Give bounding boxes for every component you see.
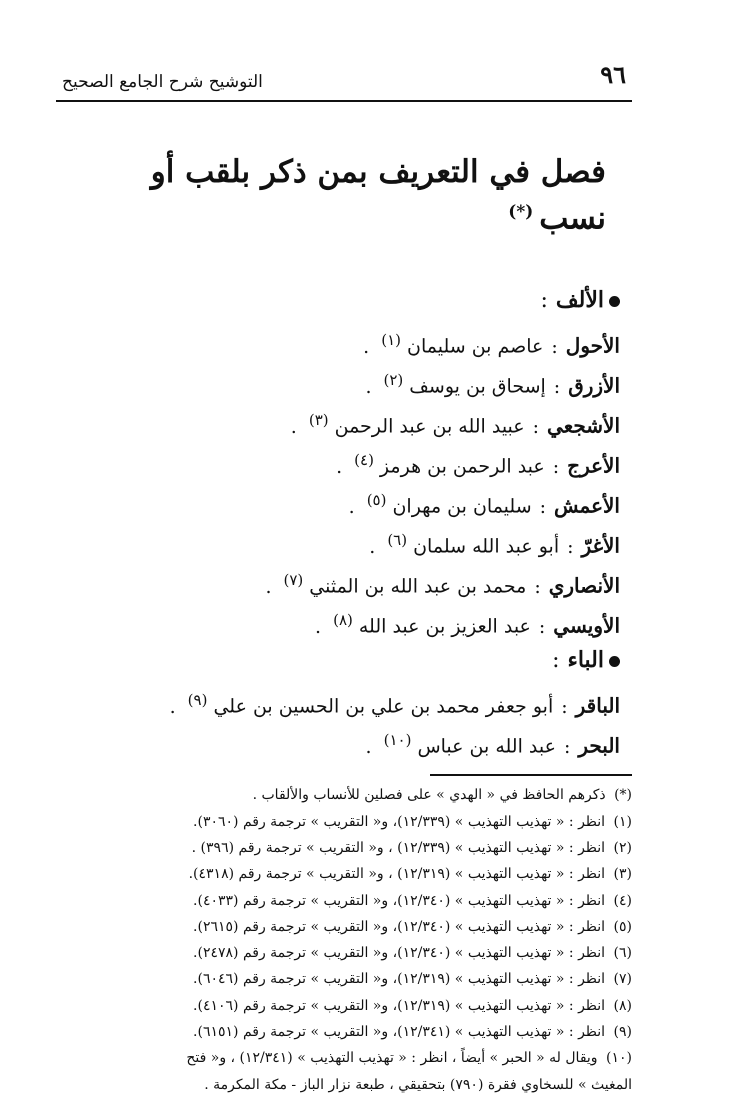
footnote-number: (٨) — [613, 997, 632, 1014]
book-title: التوشيح شرح الجامع الصحيح — [62, 72, 263, 92]
entry-footnote-ref: (٩) — [187, 691, 208, 710]
letter-heading-ba: الباء: — [56, 640, 620, 680]
footnote — [56, 993, 632, 1019]
footnote-number: (٣) — [613, 866, 632, 883]
entry: الأشجعي:عبيد الله بن عبد الرحمن$^{(٣)}$. — [290, 411, 620, 438]
footnote — [56, 1019, 632, 1045]
entry: الأزرق:إسحاق بن يوسف$^{(٢)}$. — [365, 371, 620, 398]
footnote-text: انظر : « تهذيب التهذيب » (١٢/٣١٩)، و« التقريب » ترجمة رقم (٦٠٤٦). — [193, 971, 606, 988]
entry-kunya: الأعرج — [567, 453, 620, 478]
letter-heading-label: الألف — [555, 287, 604, 314]
chapter-title-text: فصل في التعريف بمن ذكر بلقب أو نسب — [150, 154, 606, 237]
footnote-text: انظر : « تهذيب التهذيب » (١٢/٣٣٩) ، و« التقريب » ترجمة رقم (٣٩٦) . — [191, 839, 606, 856]
footnote-text: المغيث » للسخاوي فقرة (٧٩٠) بتحقيقي ، طبعة نزار الباز - مكة المكرمة . — [204, 1076, 632, 1093]
entry: الأحول:عاصم بن سليمان$^{(١)}$. — [363, 331, 620, 358]
entry-kunya: الأغرّ — [581, 533, 620, 558]
entry-name: أبو عبد الله سلمان — [413, 535, 560, 558]
entry-kunya: البحر — [578, 733, 620, 758]
entry-name: سليمان بن مهران — [392, 495, 532, 518]
chapter-footnote-marker: (*) — [508, 202, 534, 222]
entry-name: عبد العزيز بن عبد الله — [358, 615, 531, 638]
footnote-text: انظر : « تهذيب التهذيب » (١٢/٣١٩) ، و« التقريب » ترجمة رقم (٤٣١٨). — [188, 866, 606, 883]
entry: الباقر:أبو جعفر محمد بن علي بن الحسين بن علي$^{(٩)}$. — [169, 691, 620, 718]
entry-kunya: الأعمش — [554, 493, 620, 518]
entry: الأغرّ:أبو عبد الله سلمان$^{(٦)}$. — [369, 531, 620, 558]
footnote — [56, 888, 632, 914]
footnote-text: انظر : « تهذيب التهذيب » (١٢/٣٤١)، و« التقريب » ترجمة رقم (٦١٥١). — [193, 1024, 606, 1040]
footnotes — [56, 782, 632, 1098]
entry-name: عبد الله بن عباس — [417, 735, 556, 758]
chapter-title — [56, 152, 632, 238]
entry-name: إسحاق بن يوسف — [409, 375, 546, 398]
entry-kunya: الأويسي — [553, 613, 620, 638]
footnote — [56, 940, 632, 966]
footnote-number: (١) — [613, 813, 632, 830]
entry-footnote-ref: (٦) — [387, 531, 408, 550]
footnote — [56, 966, 632, 992]
entry-footnote-ref: (٥) — [366, 491, 387, 510]
entry: الأنصاري:محمد بن عبد الله بن المثني$^{(٧)}$. — [265, 571, 620, 598]
entry-name: عاصم بن سليمان — [406, 335, 544, 358]
entry-kunya: الأنصاري — [548, 573, 620, 598]
bullet-icon — [609, 656, 620, 667]
footnote — [56, 835, 632, 861]
footnote-text: ويقال له « الحبر » أيضاً ، انظر : « تهذيب التهذيب » (١٢/٣٤١) ، و« فتح — [186, 1050, 598, 1067]
footnote-number: (٤) — [613, 892, 632, 909]
entry-footnote-ref: (٨) — [333, 611, 353, 630]
entry-footnote-ref: (٢) — [383, 371, 404, 390]
book-page — [56, 54, 632, 1093]
footnote-text: انظر : « تهذيب التهذيب » (١٢/٣٤٠)، و« التقريب » ترجمة رقم (٤٠٣٣). — [193, 892, 606, 909]
footnote-number: (١٠) — [606, 1050, 632, 1067]
entry-name: عبد الرحمن بن هرمز — [379, 455, 545, 478]
footnote-number: (٧) — [613, 971, 632, 988]
entry-footnote-ref: (١٠) — [383, 731, 412, 750]
footnote-number: (٢) — [613, 839, 632, 856]
footnote-number: (*) — [614, 787, 632, 804]
entry-footnote-ref: (٤) — [354, 451, 374, 470]
footnote — [56, 1045, 632, 1071]
page-number: ٩٦ — [600, 60, 626, 89]
entry-footnote-ref: (٧) — [283, 571, 304, 590]
entry-kunya: الأحول — [565, 333, 620, 358]
footnote-text: انظر : « تهذيب التهذيب » (١٢/٣٤٠)، و« التقريب » ترجمة رقم (٢٤٧٨). — [193, 945, 606, 962]
footnote-continuation — [56, 1072, 632, 1098]
footnote-separator — [430, 774, 632, 776]
entry-kunya: الأشجعي — [547, 413, 620, 438]
letter-heading-alif: الألف: — [56, 280, 620, 320]
footnote-text: انظر : « تهذيب التهذيب » (١٢/٣١٩)، و« التقريب » ترجمة رقم (٤١٠٦). — [193, 997, 606, 1014]
footnote-text: انظر : « تهذيب التهذيب » (١٢/٣٣٩)، و« التقريب » ترجمة رقم (٣٠٦٠). — [193, 813, 606, 830]
entry-name: عبيد الله بن عبد الرحمن — [334, 415, 525, 438]
footnote-number: (٦) — [613, 945, 632, 962]
letter-heading-label: الباء — [567, 647, 604, 674]
entries-list — [56, 280, 632, 760]
entry: الأعرج:عبد الرحمن بن هرمز$^{(٤)}$. — [336, 451, 620, 478]
footnote — [56, 914, 632, 940]
entry-footnote-ref: (١) — [381, 331, 401, 350]
footnote-number: (٩) — [613, 1024, 632, 1040]
entry-kunya: الباقر — [575, 693, 620, 718]
running-header — [56, 54, 632, 102]
footnote — [56, 809, 632, 835]
entry-footnote-ref: (٣) — [308, 411, 329, 430]
footnote — [56, 782, 632, 808]
entry: الأعمش:سليمان بن مهران$^{(٥)}$. — [348, 491, 620, 518]
footnote-number: (٥) — [613, 918, 632, 935]
bullet-icon — [609, 296, 620, 307]
entry: البحر:عبد الله بن عباس$^{(١٠)}$. — [365, 731, 620, 758]
footnote-text: ذكرهم الحافظ في « الهدي » على فصلين للأنساب والألقاب . — [252, 787, 606, 804]
footnote-text: انظر : « تهذيب التهذيب » (١٢/٣٤٠)، و« التقريب » ترجمة رقم (٢٦١٥). — [193, 918, 606, 935]
entry-name: محمد بن عبد الله بن المثني — [309, 575, 527, 598]
entry: الأويسي:عبد العزيز بن عبد الله$^{(٨)}$. — [315, 611, 620, 638]
entry-name: أبو جعفر محمد بن علي بن الحسين بن علي — [213, 695, 554, 718]
entry-kunya: الأزرق — [568, 373, 620, 398]
footnote — [56, 861, 632, 887]
